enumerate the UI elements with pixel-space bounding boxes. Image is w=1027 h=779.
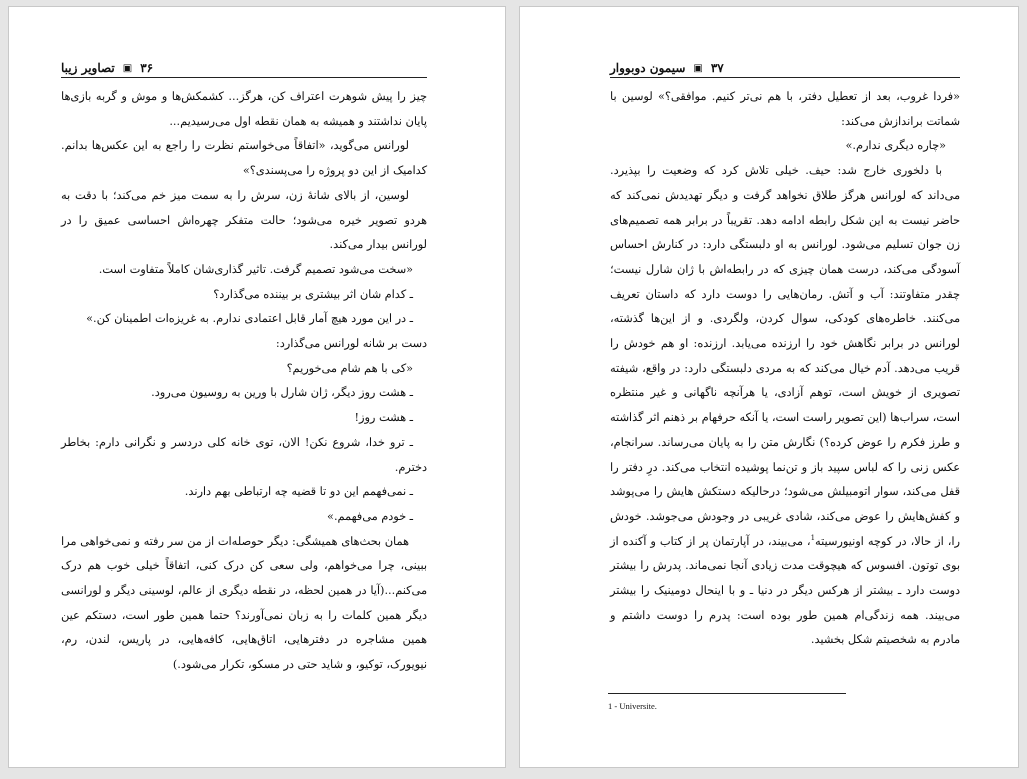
- dialogue-line: «سخت می‌شود تصمیم گرفت. تاثیر گذاری‌شان کاملاً متفاوت است.: [98, 262, 413, 276]
- book-icon: ▣: [122, 62, 133, 74]
- page-header: [61, 59, 427, 78]
- dialogue-line: ـ کدام شان اثر بیشتری بر بیننده می‌گذارد؟: [213, 287, 413, 301]
- dialogue-line: ـ هشت روز!: [354, 411, 413, 425]
- paragraph: چیز را پیش شوهرت اعتراف کن، هرگز... کشمکش‌ها و موش و گربه بازی‌ها پایان نداشتند و همیشه به همان نقطه اول می‌رسیدیم...: [61, 90, 427, 128]
- paragraph: لوسین، از بالای شانهٔ زن، سرش را به سمت میز خم می‌کند؛ با دقت به هردو تصویر خیره می‌شود؛ حالت متفکر چهره‌اش احساسی عمیق را در لورانس بیدار می‌کند.: [61, 188, 427, 252]
- book-icon: ▣: [693, 62, 703, 74]
- dialogue-line: ـ نمی‌فهمم این دو تا قضیه چه ارتباطی بهم دارند.: [184, 485, 413, 499]
- dialogue-line: «کی با هم شام می‌خوریم؟: [286, 361, 413, 375]
- paragraph-text: با دلخوری خارج شد: حیف. خیلی تلاش کرد که وضعیت را بپذیرد. می‌داند که لورانس هرگز طلاق نخواهد گرفت و دیگر تهدیدش نمی‌کند که حاضر نیست به این شکل رابطه ادامه دهد. تقریباً در برابر همه تصمیم‌های زن جوان تسلیم می‌شود. لورانس به او دلبستگی دارد: در کنارش احساس آسودگی می‌کند، درست همان چیزی که در رابطه‌اش با ژان شارل نیست؛ چقدر متفاوتند: آب و آتش. رمان‌هایی را دوست دارد که داستان تعریف می‌کنند. خاطره‌های کودکی، سوال کردن، ولگردی. و از این‌ها گذشته، لورانس در برابر نگاهش خود را ارزنده می‌یابد. ارزنده: او هم خودش را قریب می‌دهد. آدم خیال می‌کند که به مردی دلبستگی دارد: در واقع، شیفته تصویری از خویش است، توهم آزادی، یا هرآنچه ناگهانی و غیر منتظره است، سراب‌ها (این تصویر راست است، یا آنکه حرفهام بر ذهنم اثر گذاشته و طرز فکرم را عوض کرده؟) نگارش متن را به پایان می‌رساند. سرانجام، عکس زنی را که لباس سپید باز و تن‌نما پوشیده انتخاب می‌کند. درِ دفتر را قفل می‌کند، سوار اتومبیلش می‌شود؛ درحالیکه دستکش هایش را می‌پوشد و کفش‌هایش را عوض می‌کند، شادی غریبی در وجودش می‌جوشد. خودش را، از حالا، در کوچه اونیورسیته: [610, 164, 960, 548]
- dialogue-line: «چاره دیگری ندارم.»: [845, 139, 946, 153]
- paragraph: لورانس می‌گوید، «اتفاقاً می‌خواستم نظرت را راجع به این عکس‌ها بدانم. کدامیک از این دو پروژه را می‌پسندی؟»: [61, 139, 427, 178]
- page-body: [610, 85, 960, 653]
- footnote-divider: [608, 693, 846, 694]
- dialogue-line: ـ خودم می‌فهمم.»: [327, 509, 413, 523]
- paragraph: «فردا غروب، بعد از تعطیل دفتر، با هم نی‌تر کنیم. موافقی؟» لوسین با شماتت براندازش می‌کند:: [610, 90, 960, 128]
- book-title: تصاویر زیبا: [61, 61, 115, 75]
- paragraph: [610, 159, 960, 653]
- author-name: سیمون دوبووار: [610, 61, 686, 75]
- paragraph-text: ، می‌بیند، در آپارتمان پر از کتاب و آکنده از بوی توتون. افسوس که هیچوقت مدت زیادی آنجا نمی‌ماند. پدرش را بیشتر دوست دارد ـ بیشتر از هرکس دیگر در دنیا ـ و با اینحال دومینیک را بیشتر می‌بیند. همه زندگی‌ام همین طور بوده است: پدرم را دوست داشتم و مادرم به شخصیتم شکل بخشید.: [610, 534, 960, 647]
- page-number: ۳۷: [710, 61, 724, 75]
- dialogue-line: ـ هشت روز دیگر، ژان شارل با ورین به روسیون می‌رود.: [151, 386, 413, 400]
- footnote: 1 - Universite.: [608, 701, 657, 711]
- dialogue-line: ـ ترو خدا، شروع نکن! الان، توی خانه کلی دردسر و نگرانی دارم: بخاطر دخترم.: [61, 435, 427, 474]
- dialogue-line: ـ در این مورد هیچ آمار قابل اعتمادی ندارم. به غریزه‌ات اطمینان کن.»: [86, 312, 413, 326]
- page-body: [61, 85, 427, 678]
- page-number: ۳۶: [140, 61, 154, 75]
- right-page: [519, 6, 1019, 768]
- footnote-marker: 1: [810, 533, 816, 542]
- left-page: [8, 6, 506, 768]
- paragraph: دست بر شانه لورانس می‌گذارد:: [275, 337, 427, 351]
- page-header: [610, 59, 960, 78]
- paragraph: همان بحث‌های همیشگی: دیگر حوصله‌ات از من سر رفته و نمی‌خواهی مرا ببینی، چرا می‌خواهم، ولی سعی کن درک کنی، اتفاقاً خیلی خوب هم درک می‌کنم...(آیا در همین لحظه، در نقطه دیگری از عالم، لوسینی دیگر و لورانسی دیگر همین کلمات را به زبان نمی‌آورند؟ حتما همین طور است، دستکم عین همین مشاجره در دفترهایی، اتاق‌هایی، کافه‌هایی، در پاریس، لندن، رم، نیویورک، توکیو، و شاید حتی در مسکو، تکرار می‌شود.): [61, 534, 427, 672]
